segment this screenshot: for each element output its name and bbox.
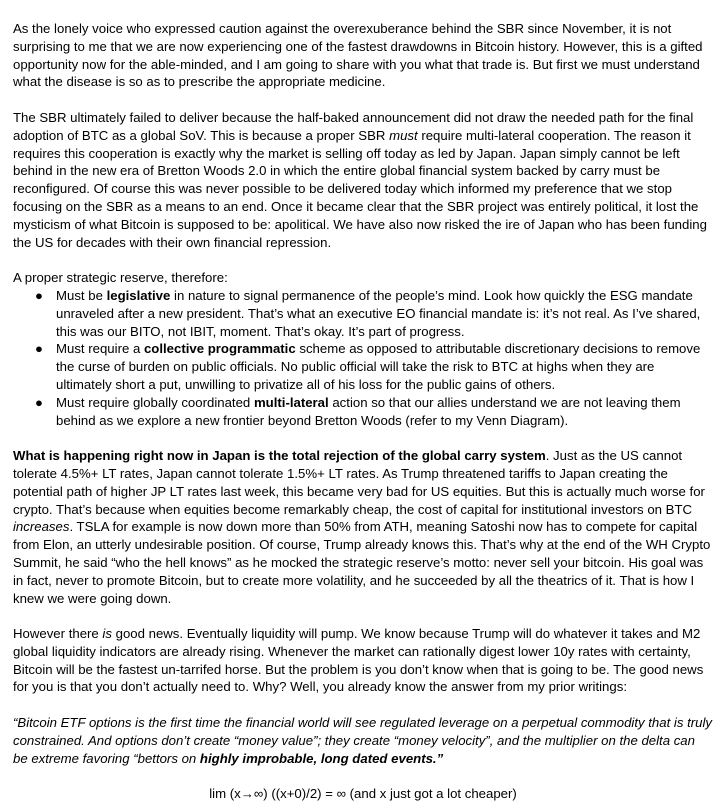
paragraph-intro-text: As the lonely voice who expressed caution against the overexuberance behind the SBR since November, it is not surprising to me that we are now experiencing one of the fastest drawdowns in Bitcoin history. However, this is a gifted opportunity now for the able-minded, and I am going to share with you what that trade is. But first we must understand what the disease is so as to prescribe the appropriate medicine. bbox=[13, 21, 703, 90]
quote-block bbox=[13, 714, 713, 767]
list-item-bold: multi-lateral bbox=[253, 394, 329, 410]
formula-line: lim (x→∞) ((x+0)/2) = ∞ (and x just got a lot cheaper) bbox=[209, 786, 517, 802]
paragraph-japan-text-b: . TSLA for example is now down more than 50% from ATH, meaning Satoshi now has to compete for capital from Elon, an utterly undesirable position. Of course, Trump already knows this. That’s why at the end of the WH Crypto Summit, he said “who the hell knows” as he mocked the strategic reserve’s motto: never sell your bitcoin. His goal was in fact, never to promote Bitcoin, but to create more volatility, and he succeeded by all the theatrics of it. That is how I knew we were going down. bbox=[13, 519, 711, 606]
paragraph-sbr-failure bbox=[13, 109, 713, 251]
paragraph-good-news-text-a: However there bbox=[13, 626, 103, 642]
paragraph-good-news bbox=[13, 625, 713, 696]
paragraph-sbr-text-a: The SBR ultimately failed to deliver because the half-baked announcement did not draw the needed path for the final adoption of BTC as a global SoV. This is because a proper SBR bbox=[13, 109, 694, 143]
paragraph-japan-bold: What is happening right now in Japan is the total rejection of the global carry system bbox=[13, 448, 546, 464]
list-item-text-pre: Must be bbox=[56, 287, 107, 303]
list-item bbox=[13, 394, 713, 430]
reserve-list-intro: A proper strategic reserve, therefore: bbox=[13, 270, 228, 286]
list-item-text-pre: Must require a bbox=[56, 341, 144, 357]
paragraph-japan-carry bbox=[13, 447, 713, 607]
bullet-icon: ● bbox=[35, 394, 43, 410]
list-item bbox=[13, 340, 713, 393]
list-item-bold: legislative bbox=[106, 287, 171, 303]
quote-bold: highly improbable, long dated events.” bbox=[199, 750, 444, 766]
list-item-bold: collective programmatic bbox=[143, 341, 296, 357]
emphasis-is: is bbox=[102, 626, 112, 642]
bullet-icon: ● bbox=[35, 287, 43, 303]
paragraph-sbr-text-b: require multi-lateral cooperation. The reason it requires this cooperation is exactly why the market is selling off today as led by Japan. Japan simply cannot be left behind in the new era of Bretton Woods 2.0 in which the entire global financial system backed by carry must be reconfigured. Of course this was never possible to be delivered today which informed my preference that we stop focusing on the SBR as a means to an end. Once it became clear that the SBR project was entirely political, it lost the mysticism of what Bitcoin is supposed to be: apolitical. We have also now risked the ire of Japan who has been funding the US for decades with their own financial repression. bbox=[13, 127, 707, 250]
paragraph-japan-text-a: . Just as the US cannot tolerate 4.5%+ LT rates, Japan cannot tolerate 1.5%+ LT rates. As Trump threatened tariffs to Japan creating the potential path of higher JP LT rates last week, this became very bad for US equities. But this is actually much worse for crypto. That’s because when equities become remarkably cheap, the cost of capital for institutional investors on BTC bbox=[13, 448, 705, 517]
list-item-text-post: action so that our allies understand we are not leaving them behind as we explore a new frontier beyond Bretton Woods (refer to my Venn Diagram). bbox=[56, 394, 681, 428]
emphasis-must: must bbox=[389, 127, 418, 143]
list-item-text-post: in nature to signal permanence of the people’s mind. Look how quickly the ESG mandate unraveled after a new president. That’s what an executive EO financial mandate is: it’s not real. As I’ve shared, this was our BITO, not IBIT, moment. That’s okay. It’s part of progress. bbox=[56, 287, 701, 339]
bullet-icon: ● bbox=[35, 341, 43, 357]
emphasis-increases: increases bbox=[13, 519, 70, 535]
quote-text: “Bitcoin ETF options is the first time the financial world will see regulated leverage on a perpetual commodity that is truly constrained. And options don’t create “money value”; they create “money velocity”, and the multiplier on the delta can be extreme favoring “bettors on bbox=[13, 715, 713, 766]
paragraph-good-news-text-b: good news. Eventually liquidity will pump. We know because Trump will do whatever it takes and M2 global liquidity indicators are already rising. Whenever the market can rationally digest lower 10y rates with certainty, Bitcoin will be the fastest un-tarrifed horse. But the problem is you don’t know when that is going to be. The good news for you is that you don’t actually need to. Why? Well, you already know the answer from my prior writings: bbox=[13, 626, 704, 695]
reserve-requirements-list bbox=[13, 287, 713, 429]
list-item-text-pre: Must require globally coordinated bbox=[56, 394, 254, 410]
list-item bbox=[13, 287, 713, 340]
list-item-text-post: scheme as opposed to attributable discretionary decisions to remove the curse of burden on public officials. No public official will take the risk to BTC at highs when they are ultimately short a put, unwilling to privatize all of his loss for the public gains of others. bbox=[56, 341, 701, 392]
paragraph-intro bbox=[13, 20, 713, 91]
